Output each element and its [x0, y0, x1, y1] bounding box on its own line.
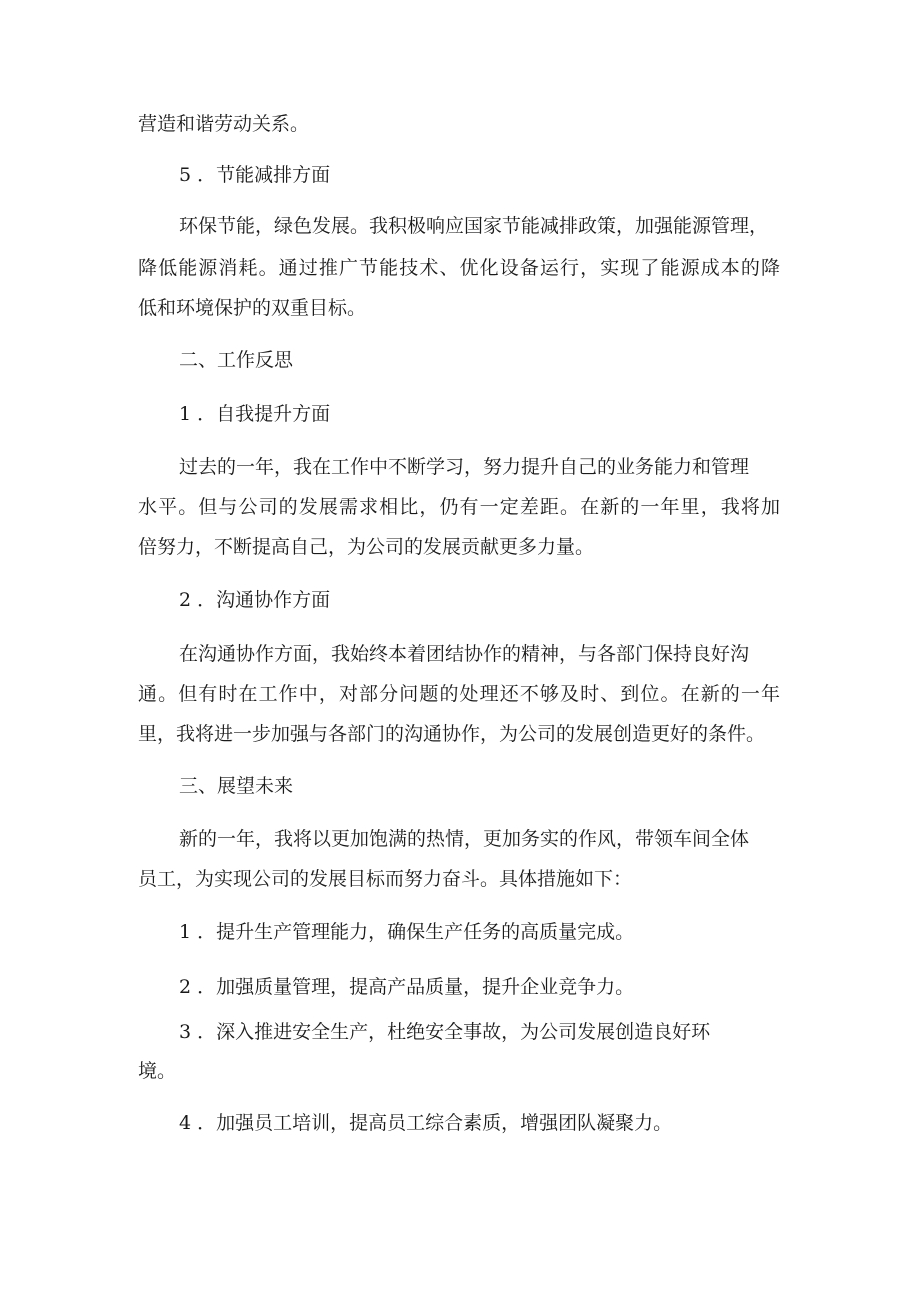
section-heading-self-improvement: 1 ．自我提升方面 [179, 403, 331, 425]
paragraph-line: 过去的一年，我在工作中不断学习，努力提升自己的业务能力和管理 [179, 456, 750, 478]
list-item: 1 ．提升生产管理能力，确保生产任务的高质量完成。 [179, 921, 635, 943]
paragraph-line: 里，我将进一步加强与各部门的沟通协作，为公司的发展创造更好的条件。 [138, 723, 766, 745]
paragraph-line: 降低能源消耗。通过推广节能技术、优化设备运行，实现了能源成本的降 [138, 257, 780, 279]
list-item: 2 ．加强质量管理，提高产品质量，提升企业竞争力。 [179, 976, 635, 998]
paragraph-line: 倍努力，不断提高自己，为公司的发展贡献更多力量。 [138, 536, 595, 558]
part-heading-future-outlook: 三、展望未来 [179, 775, 294, 797]
paragraph-line: 低和环境保护的双重目标。 [138, 297, 367, 319]
list-item: 3 ．深入推进安全生产，杜绝安全事故，为公司发展创造良好环 [179, 1021, 711, 1043]
list-item: 4 ．加强员工培训，提高员工综合素质，增强团队凝聚力。 [179, 1112, 673, 1134]
continuation-line: 营造和谐劳动关系。 [138, 113, 310, 135]
paragraph-line: 员工，为实现公司的发展目标而努力奋斗。具体措施如下： [138, 868, 633, 890]
section-heading-communication: 2 ．沟通协作方面 [179, 589, 331, 611]
paragraph-line: 新的一年，我将以更加饱满的热情，更加务实的作风，带领车间全体 [179, 828, 750, 850]
paragraph-line: 水平。但与公司的发展需求相比，仍有一定差距。在新的一年里，我将加 [138, 496, 780, 518]
part-heading-work-reflection: 二、工作反思 [179, 349, 294, 371]
list-item-continuation: 境。 [138, 1060, 177, 1082]
paragraph-line: 通。但有时在工作中，对部分问题的处理还不够及时、到位。在新的一年 [138, 683, 780, 705]
section-heading-energy-saving: 5 ．节能减排方面 [179, 164, 331, 186]
paragraph-line: 在沟通协作方面，我始终本着团结协作的精神，与各部门保持良好沟 [179, 643, 750, 665]
paragraph-line: 环保节能，绿色发展。我积极响应国家节能减排政策，加强能源管理， [179, 215, 769, 237]
